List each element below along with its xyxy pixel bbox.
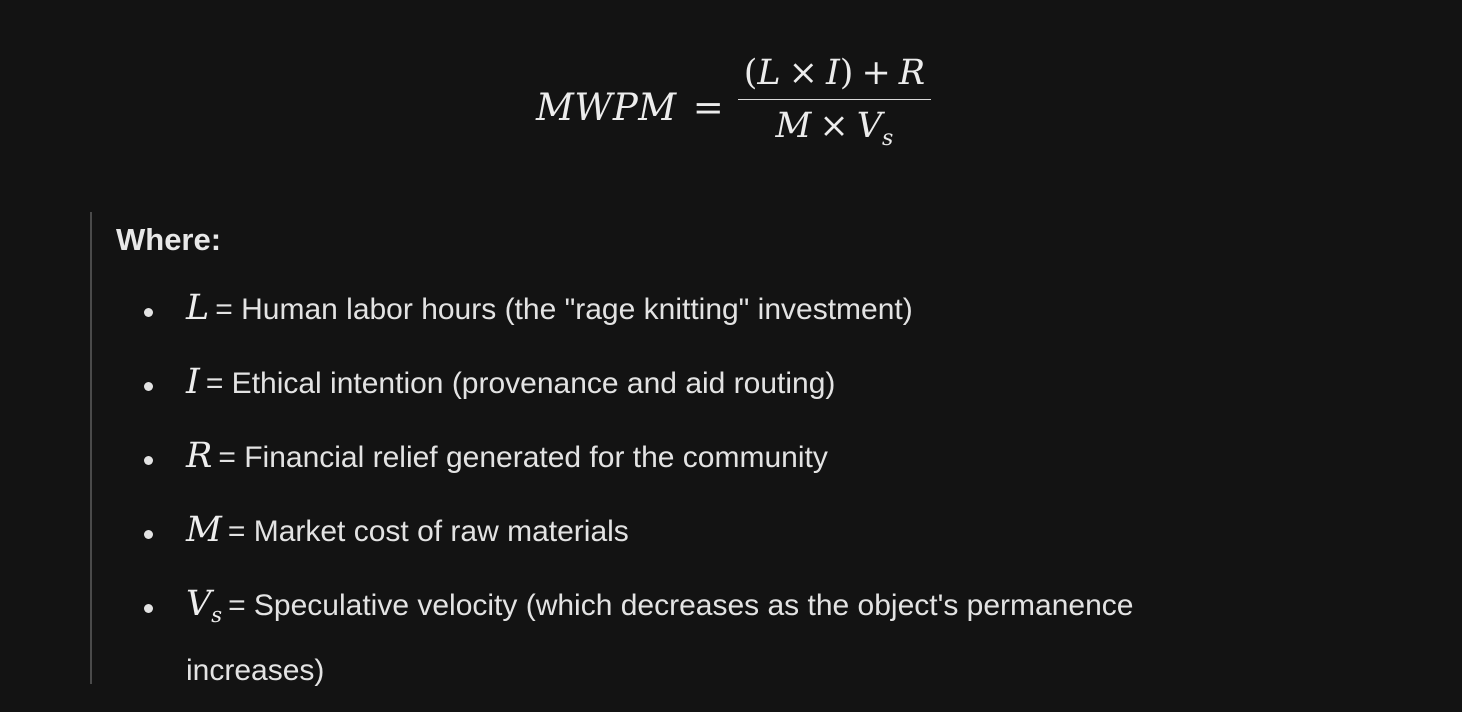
num-L: L — [757, 52, 781, 93]
definition-item-L — [140, 280, 1280, 338]
definition-list — [140, 280, 1280, 712]
bullet-icon — [144, 604, 153, 613]
den-V-subscript: s — [882, 126, 894, 152]
definition-text: = Market cost of raw materials — [227, 515, 629, 548]
open-paren: ( — [743, 52, 758, 93]
variable-symbol: L — [186, 288, 210, 328]
blockquote-border — [90, 212, 92, 684]
formula-denominator — [776, 100, 894, 163]
variable-symbol — [186, 584, 223, 627]
times-operator: × — [819, 106, 849, 147]
definition-item-Vs — [140, 576, 1280, 699]
plus-operator: + — [861, 52, 891, 93]
definition-text: = Speculative velocity (which decreases as the object's permanence increases) — [186, 589, 1134, 687]
close-paren: ) — [839, 52, 854, 93]
variable-subscript: s — [211, 603, 223, 627]
den-M: M — [775, 106, 812, 147]
definition-text: = Financial relief generated for the community — [218, 441, 828, 474]
definition-text: = Ethical intention (provenance and aid routing) — [205, 367, 836, 400]
bullet-icon — [144, 308, 153, 317]
variable-symbol: M — [186, 510, 222, 550]
formula-fraction — [738, 51, 931, 164]
den-V: V — [856, 106, 882, 147]
where-heading: Where: — [116, 222, 222, 257]
formula-lhs: MWPM — [536, 85, 677, 129]
num-R: R — [898, 52, 926, 93]
mwpm-formula — [536, 52, 931, 162]
definition-item-I — [140, 354, 1280, 412]
definition-item-R — [140, 428, 1280, 486]
formula-equals-sign: = — [692, 85, 724, 129]
num-I: I — [825, 52, 840, 93]
definition-text: = Human labor hours (the "rage knitting" investment) — [215, 293, 913, 326]
bullet-icon — [144, 530, 153, 539]
variable-symbol: R — [186, 436, 213, 476]
bullet-icon — [144, 382, 153, 391]
bullet-icon — [144, 456, 153, 465]
variable-V: V — [186, 584, 212, 624]
definition-item-M — [140, 502, 1280, 560]
formula-numerator — [738, 51, 931, 99]
times-operator: × — [788, 52, 818, 93]
variable-symbol: I — [186, 362, 200, 402]
